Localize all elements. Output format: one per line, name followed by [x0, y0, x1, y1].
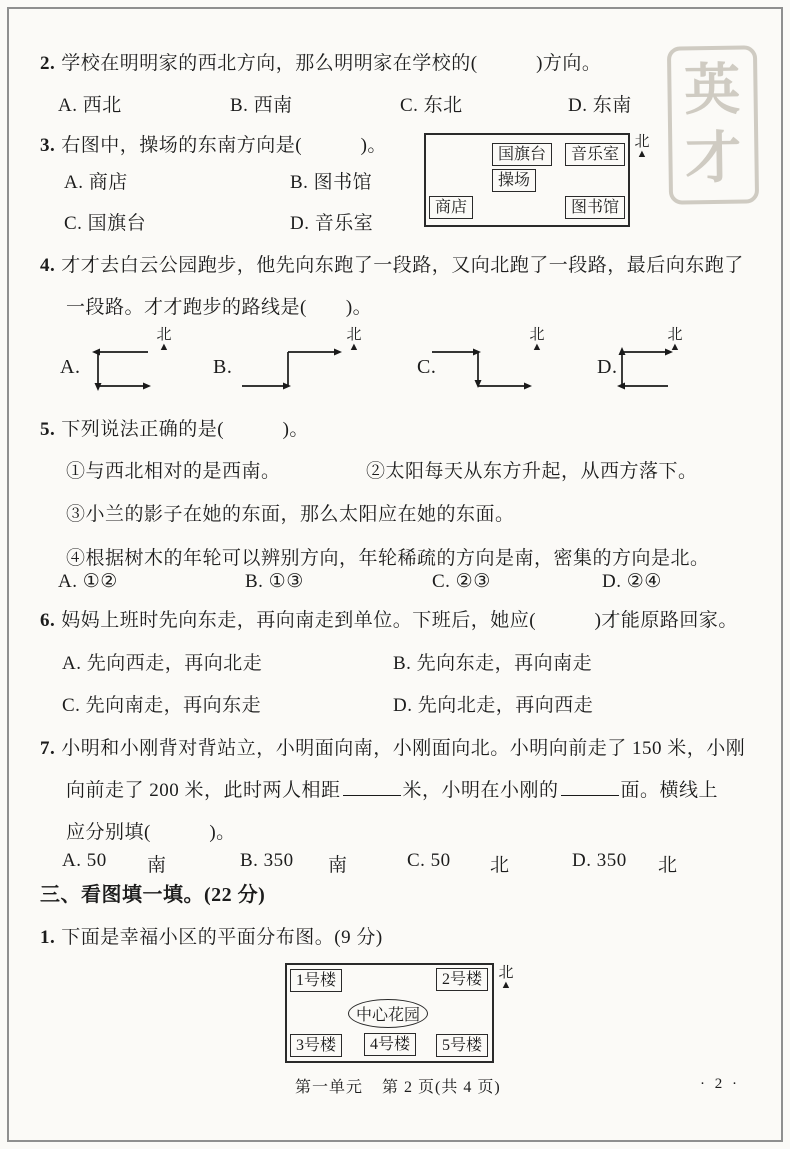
map-box-building-4: 4号楼	[364, 1033, 416, 1056]
q7-line2-part3: 面。横线上	[620, 780, 719, 801]
q5-statement-1: ①与西北相对的是西南。	[66, 461, 281, 482]
map-box-building-5: 5号楼	[436, 1034, 488, 1057]
north-arrow-icon: ▲	[500, 979, 512, 991]
question-5-number: 5.	[40, 419, 56, 440]
north-arrow-icon: ▲	[348, 341, 360, 353]
section-3-title	[40, 878, 265, 907]
q7-option-d-value: D. 350	[572, 850, 627, 871]
community-map-diagram	[285, 963, 494, 1063]
question-3	[40, 130, 387, 157]
q7-fill-blank-distance	[343, 780, 401, 796]
stamp-char-bottom: 才	[684, 127, 743, 191]
q7-option-a-dir: 南	[147, 855, 167, 876]
question-7-text-line3: 应分别填( )。	[66, 822, 236, 843]
question-3-text: 右图中，操场的东南方向是( )。	[61, 135, 387, 156]
q5-option-b: B. ①③	[245, 571, 304, 592]
q5-option-d: D. ②④	[602, 571, 662, 592]
s3-q1-text: 下面是幸福小区的平面分布图。(9 分)	[61, 927, 383, 948]
question-6	[40, 605, 738, 632]
q2-option-d: D. 东南	[568, 95, 632, 116]
question-2-text: 学校在明明家的西北方向，那么明明家在学校的( )方向。	[61, 53, 602, 74]
yingcai-seal-stamp	[667, 45, 759, 204]
q7-option-a-value: A. 50	[62, 850, 107, 871]
map-box-building-3: 3号楼	[290, 1034, 342, 1057]
map-box-building-2: 2号楼	[436, 968, 488, 991]
question-2	[40, 48, 601, 75]
route-c-path	[430, 344, 536, 392]
question-7	[40, 733, 745, 760]
map-box-building-1: 1号楼	[290, 969, 342, 992]
q7-option-c-value: C. 50	[407, 850, 451, 871]
q5-option-a: A. ①②	[58, 571, 118, 592]
route-b-path	[240, 344, 346, 392]
q7-line2-part2: 米，小明在小刚的	[402, 780, 559, 801]
question-2-number: 2.	[40, 53, 56, 74]
footer-page-number: · 2 ·	[700, 1076, 740, 1092]
q2-option-c: C. 东北	[400, 95, 463, 116]
q6-option-c: C. 先向南走，再向东走	[62, 695, 262, 716]
north-label: 北	[346, 327, 362, 343]
q5-statement-3: ③小兰的影子在她的东面，那么太阳应在她的东面。	[66, 504, 515, 525]
section-3-question-1	[40, 922, 383, 949]
question-7-text-line1: 小明和小刚背对背站立，小明面向南，小刚面向北。小明向前走了 150 米，小刚	[61, 738, 746, 759]
q6-option-a: A. 先向西走，再向北走	[62, 653, 263, 674]
north-indicator-community	[494, 965, 518, 990]
q6-option-b: B. 先向东走，再向南走	[393, 653, 593, 674]
question-4	[40, 250, 744, 277]
map-box-shop: 商店	[429, 196, 473, 219]
north-label: 北	[634, 134, 650, 150]
section-3-title-text: 三、看图填一填。(22 分)	[40, 884, 266, 906]
question-4-text-line2: 一段路。才才跑步的路线是( )。	[66, 297, 373, 318]
route-d-label: D.	[597, 356, 618, 378]
route-a-label: A.	[60, 356, 81, 378]
north-arrow-icon: ▲	[636, 148, 648, 160]
question-4-number: 4.	[40, 255, 56, 276]
q3-option-d: D. 音乐室	[290, 213, 374, 234]
question-5-text: 下列说法正确的是( )。	[61, 419, 309, 440]
footer-unit: 第一单元	[295, 1079, 364, 1096]
q7-option-c-dir: 北	[490, 855, 510, 876]
q7-fill-blank-direction	[561, 780, 619, 796]
q2-option-a: A. 西北	[58, 95, 122, 116]
question-7-line3	[66, 817, 236, 844]
q3-option-c: C. 国旗台	[64, 213, 147, 234]
question-7-line2	[66, 775, 718, 802]
footer-page-info: 第 2 页(共 4 页)	[382, 1079, 501, 1096]
q7-option-d-dir: 北	[658, 855, 678, 876]
north-label: 北	[529, 327, 545, 343]
question-6-number: 6.	[40, 610, 56, 631]
north-arrow-icon: ▲	[531, 341, 543, 353]
stamp-char-top: 英	[683, 59, 742, 123]
question-6-text: 妈妈上班时先向东走，再向南走到单位。下班后，她应( )才能原路回家。	[61, 610, 738, 631]
north-label: 北	[498, 965, 514, 981]
map-central-garden	[348, 999, 428, 1028]
north-label: 北	[156, 327, 172, 343]
route-a-path	[90, 344, 154, 392]
campus-map-diagram	[424, 133, 630, 227]
north-indicator-route-c	[525, 327, 549, 352]
north-arrow-icon: ▲	[669, 341, 681, 353]
q6-option-d: D. 先向北走，再向西走	[393, 695, 594, 716]
q5-option-c: C. ②③	[432, 571, 491, 592]
q2-option-b: B. 西南	[230, 95, 293, 116]
q3-option-b: B. 图书馆	[290, 172, 373, 193]
question-3-number: 3.	[40, 135, 56, 156]
q5-statement-2: ②太阳每天从东方升起，从西方落下。	[366, 461, 698, 482]
north-indicator-route-d	[663, 327, 687, 352]
route-c-label: C.	[417, 356, 437, 378]
central-garden-label: 中心花园	[355, 1007, 420, 1024]
north-indicator-q3	[630, 134, 654, 159]
north-indicator-route-a	[152, 327, 176, 352]
map-box-flag-stand: 国旗台	[492, 143, 552, 166]
q3-option-a: A. 商店	[64, 172, 128, 193]
question-5	[40, 414, 309, 441]
map-box-playground: 操场	[492, 169, 536, 192]
north-indicator-route-b	[342, 327, 366, 352]
q5-statement-4: ④根据树木的年轮可以辨别方向，年轮稀疏的方向是南，密集的方向是北。	[66, 548, 710, 569]
north-arrow-icon: ▲	[158, 341, 170, 353]
route-b-label: B.	[213, 356, 233, 378]
q7-option-b-dir: 南	[328, 855, 348, 876]
map-box-library: 图书馆	[565, 196, 625, 219]
q7-option-b-value: B. 350	[240, 850, 294, 871]
map-box-music-room: 音乐室	[565, 143, 625, 166]
question-4-text-line1: 才才去白云公园跑步，他先向东跑了一段路，又向北跑了一段路，最后向东跑了	[61, 255, 744, 276]
question-4-line2	[66, 292, 372, 319]
question-7-number: 7.	[40, 738, 56, 759]
s3-q1-number: 1.	[40, 927, 56, 948]
north-label: 北	[667, 327, 683, 343]
q7-line2-part1: 向前走了 200 米，此时两人相距	[66, 780, 341, 801]
